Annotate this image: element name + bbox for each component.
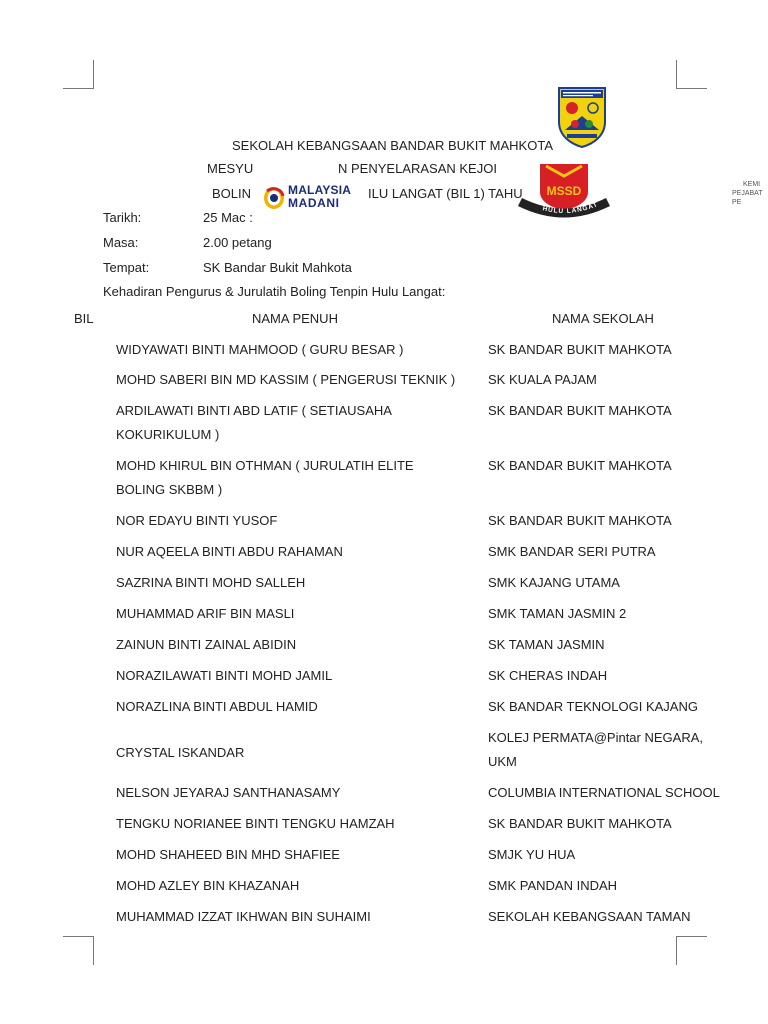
column-header-bil: BIL: [74, 311, 94, 326]
row-3-nama: ARDILAWATI BINTI ABD LATIF ( SETIAUSAHA KOKURIKULUM ): [116, 403, 392, 442]
mssd-hulu-langat-logo: [518, 162, 610, 218]
header-line-3-right: ILU LANGAT (BIL 1) TAHU: [368, 186, 523, 201]
row-17-nama: MUHAMMAD IZZAT IKHWAN BIN SUHAIMI: [116, 909, 371, 924]
row-8-sekolah: SMK TAMAN JASMIN 2: [488, 606, 627, 621]
column-header-nama-sekolah: NAMA SEKOLAH: [552, 311, 654, 326]
row-15-sekolah: SMJK YU HUA: [488, 847, 576, 862]
edge-text-1: KEMI: [743, 181, 761, 188]
malaysia-madani-logo: [260, 180, 364, 214]
row-9-sekolah: SK TAMAN JASMIN: [488, 637, 605, 652]
header-line-2-right: N PENYELARASAN KEJOI: [338, 161, 497, 176]
edge-text-2: PEJABAT PE: [732, 190, 763, 206]
row-16-nama: MOHD AZLEY BIN KHAZANAH: [116, 878, 300, 893]
row-11-sekolah: SK BANDAR TEKNOLOGI KAJANG: [488, 699, 698, 714]
masa-label: Masa:: [103, 235, 139, 250]
row-12-sekolah: KOLEJ PERMATA@Pintar NEGARA, UKM: [488, 730, 703, 769]
crop-mark-bottom-left: [63, 936, 94, 965]
row-5-sekolah: SK BANDAR BUKIT MAHKOTA: [488, 513, 672, 528]
row-11-nama: NORAZLINA BINTI ABDUL HAMID: [116, 699, 318, 714]
masa-value: 2.00 petang: [203, 235, 272, 250]
row-4-nama: MOHD KHIRUL BIN OTHMAN ( JURULATIH ELITE BOLING SKBBM ): [116, 458, 414, 497]
header-line-2-left: MESYU: [207, 161, 254, 176]
row-15-nama: MOHD SHAHEED BIN MHD SHAFIEE: [116, 847, 340, 862]
header-line-1: SEKOLAH KEBANGSAAN BANDAR BUKIT MAHKOTA: [232, 138, 553, 153]
row-14-sekolah: SK BANDAR BUKIT MAHKOTA: [488, 816, 672, 831]
row-13-nama: NELSON JEYARAJ SANTHANASAMY: [116, 785, 341, 800]
row-7-sekolah: SMK KAJANG UTAMA: [488, 575, 620, 590]
row-2-nama: MOHD SABERI BIN MD KASSIM ( PENGERUSI TEKNIK ): [116, 372, 456, 387]
tempat-value: SK Bandar Bukit Mahkota: [203, 260, 352, 275]
row-8-nama: MUHAMMAD ARIF BIN MASLI: [116, 606, 295, 621]
crop-mark-top-right: [676, 60, 707, 89]
kehadiran-text: Kehadiran Pengurus & Jurulatih Boling Tenpin Hulu Langat:: [103, 284, 446, 299]
row-10-nama: NORAZILAWATI BINTI MOHD JAMIL: [116, 668, 333, 683]
row-17-sekolah: SEKOLAH KEBANGSAAN TAMAN: [488, 909, 691, 924]
tarikh-value: 25 Mac :: [203, 210, 253, 225]
header-line-3-left: BOLIN: [212, 186, 252, 201]
row-14-nama: TENGKU NORIANEE BINTI TENGKU HAMZAH: [116, 816, 395, 831]
row-3-sekolah: SK BANDAR BUKIT MAHKOTA: [488, 403, 672, 418]
row-6-sekolah: SMK BANDAR SERI PUTRA: [488, 544, 656, 559]
row-7-nama: SAZRINA BINTI MOHD SALLEH: [116, 575, 306, 590]
crop-mark-top-left: [63, 60, 94, 89]
crop-mark-bottom-right: [676, 936, 707, 965]
row-10-sekolah: SK CHERAS INDAH: [488, 668, 608, 683]
madani-text-line1: MALAYSIA: [288, 183, 352, 197]
row-6-nama: NUR AQEELA BINTI ABDU RAHAMAN: [116, 544, 343, 559]
row-13-sekolah: COLUMBIA INTERNATIONAL SCHOOL: [488, 785, 720, 800]
row-2-sekolah: SK KUALA PAJAM: [488, 372, 597, 387]
row-9-nama: ZAINUN BINTI ZAINAL ABIDIN: [116, 637, 297, 652]
row-16-sekolah: SMK PANDAN INDAH: [488, 878, 618, 893]
row-12-nama: CRYSTAL ISKANDAR: [116, 745, 245, 760]
tarikh-label: Tarikh:: [103, 210, 142, 225]
row-4-sekolah: SK BANDAR BUKIT MAHKOTA: [488, 458, 672, 473]
row-1-sekolah: SK BANDAR BUKIT MAHKOTA: [488, 342, 672, 357]
row-1-nama: WIDYAWATI BINTI MAHMOOD ( GURU BESAR ): [116, 342, 404, 357]
tempat-label: Tempat:: [103, 260, 150, 275]
madani-text-line2: MADANI: [288, 196, 340, 210]
column-header-nama-penuh: NAMA PENUH: [252, 311, 338, 326]
mssd-banner-text: HULU LANGAT: [541, 200, 600, 216]
school-crest-logo: [557, 86, 607, 148]
row-5-nama: NOR EDAYU BINTI YUSOF: [116, 513, 278, 528]
mssd-text: MSSD: [546, 184, 582, 198]
madani-emblem-icon: [262, 184, 286, 210]
